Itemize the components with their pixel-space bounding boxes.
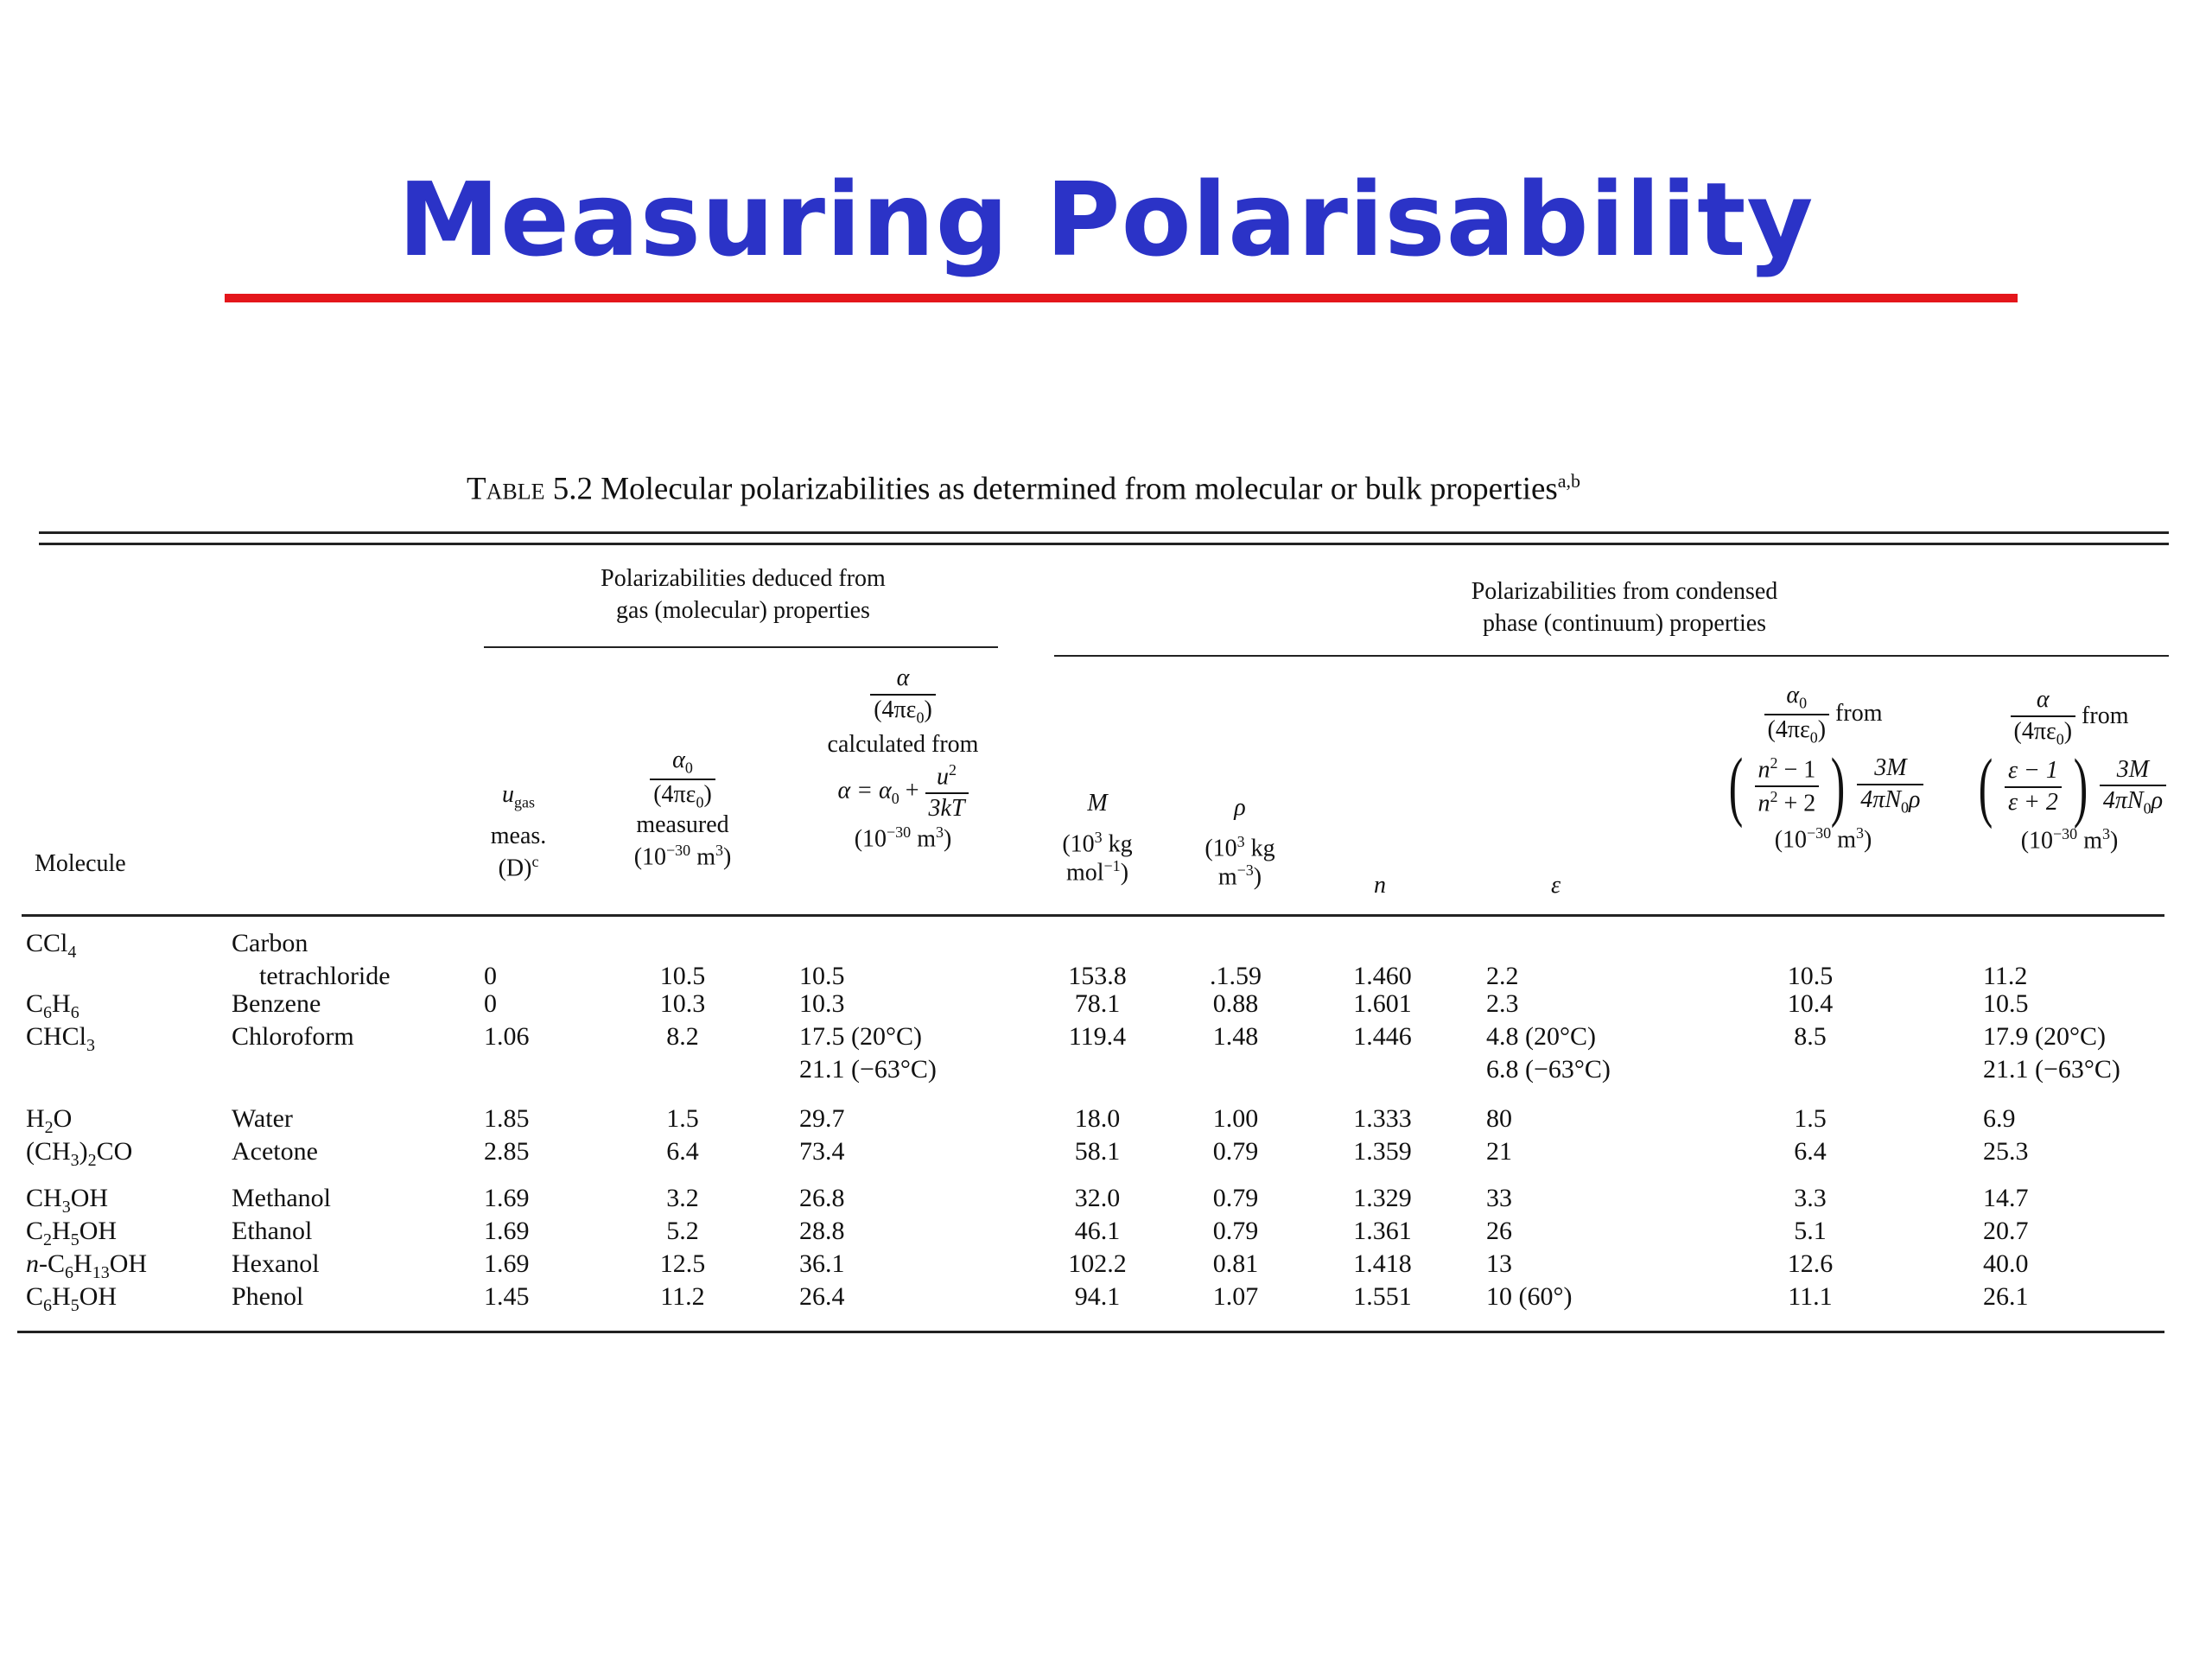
cell-M: 78.1	[1074, 989, 1121, 1018]
cell-a0n: 10.5	[1787, 962, 1834, 990]
alpha0n-unit-close: )	[1863, 826, 1872, 854]
cell-a0n: 6.4	[1794, 1137, 1827, 1166]
cell-aeps: 6.9	[1983, 1104, 2016, 1133]
alpha0n-fraction	[1764, 683, 1830, 747]
formula-u: u	[937, 763, 950, 791]
table-bottom-rule	[17, 1331, 2164, 1333]
caption-superscript: a,b	[1557, 470, 1581, 492]
cell-aeps: 21.1 (−63°C)	[1983, 1055, 2120, 1084]
group-header-condensed	[1382, 579, 1866, 638]
formula-part: 4	[67, 943, 77, 962]
cell-n: 1.418	[1353, 1249, 1412, 1278]
cell-acalc: 21.1 (−63°C)	[799, 1055, 937, 1084]
cell-n: 1.446	[1353, 1022, 1412, 1051]
cell-eps: 21	[1486, 1137, 1512, 1166]
cell-n: 1.551	[1353, 1282, 1412, 1311]
right-paren-eps: )	[2073, 744, 2088, 830]
header-molecule: Molecule	[35, 850, 126, 877]
M-unit-exp: 3	[1094, 828, 1103, 846]
cell-eps: 33	[1486, 1184, 1512, 1212]
cell-name: Chloroform	[232, 1022, 354, 1051]
cell-name: Phenol	[232, 1282, 304, 1311]
rho-unit-a: (10	[1205, 835, 1237, 862]
cell-name: Water	[232, 1104, 293, 1133]
cell-M: 32.0	[1074, 1184, 1121, 1212]
cell-rho: 0.88	[1212, 989, 1259, 1018]
cell-ugas: 1.69	[484, 1249, 530, 1278]
cm-den: ε + 2	[2007, 789, 2058, 817]
alpha0n-sub: 0	[1799, 694, 1808, 712]
cell-acalc: 17.5 (20°C)	[799, 1022, 922, 1051]
cell-eps: 10 (60°)	[1486, 1282, 1573, 1311]
formula-u-exp: 2	[949, 760, 957, 779]
molar-eps-N-sub: 0	[2143, 799, 2152, 817]
alpha-calc-label: calculated from	[827, 731, 979, 759]
cell-M: 46.1	[1074, 1217, 1121, 1245]
formula-part: 13	[92, 1263, 110, 1282]
rho-unit-close: )	[1253, 863, 1262, 891]
cell-ugas: 1.69	[484, 1217, 530, 1245]
cell-n: 1.361	[1353, 1217, 1412, 1245]
cell-acalc: 26.4	[799, 1282, 845, 1311]
molar-3M: 3M	[1874, 754, 1907, 782]
alphaeps-den-sub: 0	[2056, 730, 2064, 748]
alpha-calc-unit-m3: 3	[935, 823, 944, 841]
ugas-unit: (D)	[498, 855, 532, 882]
cell-name: Acetone	[232, 1137, 318, 1166]
cell-a0n: 3.3	[1794, 1184, 1827, 1212]
cell-M: 94.1	[1074, 1282, 1121, 1311]
formula-part: CHCl	[26, 1022, 87, 1051]
gas-group-rule	[484, 646, 998, 648]
formula-part: OH	[70, 1184, 109, 1212]
alphaeps-unit-m: m	[2077, 827, 2102, 855]
cell-rho: 1.07	[1212, 1282, 1259, 1311]
cell-formula	[26, 1249, 147, 1282]
n-symbol: n	[1374, 872, 1386, 899]
alpha0n-unit-exp: −30	[1807, 823, 1832, 842]
title-underline	[225, 294, 2018, 302]
cell-a0n: 12.6	[1787, 1249, 1834, 1278]
formula-part: 5	[70, 1296, 79, 1315]
cell-ugas: 1.06	[484, 1022, 530, 1051]
alpha0n-from: from	[1835, 699, 1883, 727]
alpha0-unit-close: )	[722, 842, 732, 870]
formula-part: C	[26, 1282, 44, 1311]
group-gas-line-1: Polarizabilities deduced from	[601, 565, 886, 592]
alpha-calc-unit-m: m	[911, 825, 936, 853]
alpha0n-unit-a: (10	[1774, 826, 1808, 854]
molar-N-sub: 0	[1901, 798, 1909, 817]
alpha-symbol: α	[896, 664, 910, 691]
cell-n: 1.359	[1353, 1137, 1412, 1166]
molar-4piN: 4πN	[1860, 785, 1901, 813]
rho-symbol: ρ	[1234, 794, 1246, 821]
alpha0-unit-m3: 3	[715, 841, 723, 859]
table-top-rule	[39, 531, 2169, 534]
ll-n: n	[1758, 755, 1770, 783]
header-rho	[1179, 795, 1300, 891]
cell-formula	[26, 1022, 95, 1055]
rho-unit-m-exp: −3	[1236, 861, 1254, 879]
cell-formula	[26, 989, 79, 1022]
alpha0-den-sub: 0	[696, 793, 704, 811]
cell-a0: 3.2	[666, 1184, 699, 1212]
formula-part: C	[26, 989, 44, 1018]
formula-part: C	[26, 1217, 44, 1245]
cell-ugas: 1.85	[484, 1104, 530, 1133]
cell-a0: 10.5	[659, 962, 706, 990]
formula-part: CCl	[26, 929, 68, 957]
header-n	[1374, 873, 1386, 899]
formula-part: 3	[70, 1151, 79, 1170]
alpha0-unit-m: m	[690, 842, 715, 870]
cell-n: 1.460	[1353, 962, 1412, 990]
formula-plus: +	[899, 777, 925, 804]
formula-part: H	[52, 1217, 71, 1245]
cell-aeps: 40.0	[1983, 1249, 2029, 1278]
M-unit-kg: kg	[1102, 830, 1133, 858]
M-unit-mol-exp: −1	[1103, 856, 1121, 874]
header-M	[1037, 791, 1158, 887]
alpha0n-symbol: α	[1786, 682, 1800, 709]
cm-num: ε − 1	[2007, 757, 2058, 785]
clausius-mossotti-fraction	[2005, 758, 2062, 817]
right-paren: )	[1831, 742, 1846, 829]
cell-rho: .1.59	[1210, 962, 1262, 990]
cell-formula	[26, 1217, 117, 1249]
formula-part: H	[26, 1104, 45, 1133]
alphaeps-unit-a: (10	[2020, 827, 2054, 855]
cell-rho: 1.48	[1212, 1022, 1259, 1051]
cell-eps: 2.2	[1486, 962, 1519, 990]
alpha0-measured-label: measured	[636, 810, 729, 838]
cell-formula	[26, 929, 76, 962]
group-condensed-line-1: Polarizabilities from condensed	[1471, 578, 1778, 605]
cell-a0: 5.2	[666, 1217, 699, 1245]
alphaeps-from: from	[2082, 702, 2129, 730]
cell-acalc: 10.5	[799, 962, 845, 990]
alpha0-unit-a: (10	[633, 842, 667, 870]
cell-eps: 4.8 (20°C)	[1486, 1022, 1596, 1051]
ll-n2-exp: 2	[1770, 787, 1778, 805]
ugas-meas: meas.	[490, 823, 547, 850]
header-alpha0-from-n	[1707, 683, 1940, 854]
alpha-calc-den-close: )	[924, 696, 932, 723]
alpha0-den: (4πε	[653, 781, 696, 809]
formula-part: n-	[26, 1249, 48, 1278]
cell-M: 58.1	[1074, 1137, 1121, 1166]
cell-acalc: 36.1	[799, 1249, 845, 1278]
alphaeps-unit-m3: 3	[2101, 825, 2110, 843]
header-alpha-calculated	[795, 665, 1011, 853]
formula-part: 3	[61, 1198, 71, 1217]
eps-symbol: ε	[1551, 872, 1561, 899]
cell-acalc: 73.4	[799, 1137, 845, 1166]
molar-fraction	[1857, 755, 1923, 817]
cell-a0: 11.2	[660, 1282, 705, 1311]
M-unit-a: (10	[1062, 830, 1095, 858]
M-unit-mol: mol	[1065, 859, 1104, 887]
lorentz-lorenz-fraction	[1755, 755, 1820, 817]
molar-eps-4piN: 4πN	[2102, 787, 2144, 815]
formula-part: H	[52, 1282, 71, 1311]
alpha0-subscript: 0	[684, 759, 693, 777]
formula-part: CH	[26, 1184, 62, 1212]
cell-ugas: 0	[484, 962, 497, 990]
alphaeps-unit-exp: −30	[2053, 825, 2078, 843]
alpha0-den-close: )	[703, 781, 712, 809]
molar-fraction-eps	[2100, 757, 2166, 818]
cell-formula	[26, 1104, 72, 1137]
alpha0n-den-close: )	[1817, 716, 1827, 744]
cell-a0n: 10.4	[1787, 989, 1834, 1018]
cell-rho: 0.79	[1212, 1217, 1259, 1245]
cell-a0n: 11.1	[1788, 1282, 1833, 1311]
cell-rho: 1.00	[1212, 1104, 1259, 1133]
formula-part: OH	[109, 1249, 148, 1278]
formula-part: H	[73, 1249, 92, 1278]
cell-rho: 0.79	[1212, 1137, 1259, 1166]
cell-acalc: 28.8	[799, 1217, 845, 1245]
cell-name: Carbon	[232, 929, 308, 957]
cell-a0n: 5.1	[1794, 1217, 1827, 1245]
ugas-subscript: gas	[514, 793, 535, 811]
cell-ugas: 2.85	[484, 1137, 530, 1166]
table-caption	[467, 471, 1580, 507]
alpha0n-den: (4πε	[1767, 716, 1810, 744]
alpha-calc-fraction	[870, 665, 936, 727]
alphaeps-den-close: )	[2063, 717, 2073, 745]
rho-unit-kg: kg	[1244, 835, 1275, 862]
formula-part: 2	[87, 1151, 97, 1170]
cell-name: Hexanol	[232, 1249, 320, 1278]
formula-part: )	[79, 1137, 88, 1166]
cell-ugas: 1.69	[484, 1184, 530, 1212]
molar-eps-3M: 3M	[2116, 755, 2150, 783]
cell-name: Benzene	[232, 989, 321, 1018]
molar-eps-rho: ρ	[2151, 787, 2164, 815]
cell-a0: 1.5	[666, 1104, 699, 1133]
molar-rho: ρ	[1909, 785, 1921, 813]
alpha0n-den-sub: 0	[1809, 728, 1818, 747]
formula-part: 6	[65, 1263, 74, 1282]
alpha-calc-unit-a: (10	[854, 825, 887, 853]
cell-formula	[26, 1137, 132, 1170]
cell-name: Ethanol	[232, 1217, 313, 1245]
formula-part: 6	[70, 1003, 79, 1022]
alpha0n-unit-m3: 3	[1855, 823, 1864, 842]
ll-n-exp: 2	[1770, 753, 1778, 772]
alpha0-unit-exp: −30	[666, 841, 691, 859]
cell-a0: 10.3	[659, 989, 706, 1018]
ugas-footnote: c	[531, 853, 539, 871]
condensed-group-rule	[1054, 655, 2169, 657]
formula-part: C	[48, 1249, 66, 1278]
cell-M: 119.4	[1068, 1022, 1127, 1051]
cell-acalc: 26.8	[799, 1184, 845, 1212]
cell-aeps: 14.7	[1983, 1184, 2029, 1212]
left-paren-eps: (	[1978, 744, 1993, 830]
header-ugas	[471, 782, 566, 882]
alpha0n-unit-m: m	[1831, 826, 1856, 854]
cell-aeps: 20.7	[1983, 1217, 2029, 1245]
cell-aeps: 10.5	[1983, 989, 2029, 1018]
alpha-calc-den: (4πε	[874, 696, 917, 723]
ll-plus: + 2	[1777, 790, 1816, 817]
cell-a0: 6.4	[666, 1137, 699, 1166]
cell-eps: 80	[1486, 1104, 1512, 1133]
cell-eps: 6.8 (−63°C)	[1486, 1055, 1611, 1084]
cell-a0: 8.2	[666, 1022, 699, 1051]
alphaeps-den: (4πε	[2013, 717, 2056, 745]
cell-n: 1.333	[1353, 1104, 1412, 1133]
M-symbol: M	[1087, 790, 1108, 817]
alphaeps-unit-close: )	[2109, 827, 2119, 855]
formula-part: OH	[79, 1282, 118, 1311]
cell-formula	[26, 1282, 117, 1315]
cell-M: 153.8	[1068, 962, 1127, 990]
table-top-rule-2	[39, 543, 2169, 545]
cell-rho: 0.79	[1212, 1184, 1259, 1212]
cell-ugas: 0	[484, 989, 497, 1018]
formula-part: H	[52, 989, 71, 1018]
alpha-calc-unit-close: )	[943, 825, 952, 853]
alpha-calc-den-sub: 0	[916, 709, 925, 727]
rho-unit-m: m	[1217, 863, 1237, 891]
cell-name: Methanol	[232, 1184, 331, 1212]
header-eps	[1551, 873, 1560, 899]
cell-M: 18.0	[1074, 1104, 1121, 1133]
header-bottom-rule	[22, 914, 2164, 917]
rho-unit-exp: 3	[1236, 832, 1245, 850]
cell-aeps: 17.9 (20°C)	[1983, 1022, 2106, 1051]
header-alpha0-measured	[605, 747, 760, 871]
M-unit-close: )	[1120, 859, 1129, 887]
formula-part: OH	[79, 1217, 118, 1245]
formula-part: 5	[70, 1230, 79, 1249]
alphaeps-symbol: α	[2036, 686, 2050, 713]
cell-a0: 12.5	[659, 1249, 706, 1278]
cell-rho: 0.81	[1212, 1249, 1259, 1278]
cell-acalc: 10.3	[799, 989, 845, 1018]
cell-aeps: 25.3	[1983, 1137, 2029, 1166]
formula-part: 2	[43, 1230, 53, 1249]
formula-3kT: 3kT	[928, 795, 965, 823]
cell-name: tetrachloride	[259, 962, 391, 990]
caption-label: Table 5.2	[467, 471, 593, 507]
slide-title: Measuring Polarisability	[397, 160, 1815, 279]
group-gas-line-2: gas (molecular) properties	[616, 596, 870, 624]
caption-text: Molecular polarizabilities as determined from molecular or bulk properties	[601, 471, 1558, 507]
ll-minus: − 1	[1777, 755, 1816, 783]
cell-eps: 13	[1486, 1249, 1512, 1278]
ugas-symbol: u	[502, 781, 514, 808]
alpha-calc-unit-exp: −30	[887, 823, 912, 841]
cell-M: 102.2	[1068, 1249, 1127, 1278]
formula-fraction	[925, 762, 969, 823]
formula-part: 6	[43, 1296, 53, 1315]
header-alpha-from-eps	[1961, 687, 2177, 855]
formula-part: (CH	[26, 1137, 71, 1166]
formula-part: CO	[96, 1137, 133, 1166]
alphaeps-fraction	[2011, 687, 2076, 748]
cell-acalc: 29.7	[799, 1104, 845, 1133]
cell-aeps: 26.1	[1983, 1282, 2029, 1311]
cell-n: 1.601	[1353, 989, 1412, 1018]
cell-n: 1.329	[1353, 1184, 1412, 1212]
formula-part: O	[53, 1104, 73, 1133]
cell-eps: 2.3	[1486, 989, 1519, 1018]
formula-sub: 0	[891, 789, 899, 807]
group-condensed-line-2: phase (continuum) properties	[1482, 609, 1767, 637]
formula-lhs: α = α	[837, 777, 892, 804]
alpha0-fraction	[650, 747, 715, 812]
cell-a0n: 1.5	[1794, 1104, 1827, 1133]
cell-a0n: 8.5	[1794, 1022, 1827, 1051]
cell-eps: 26	[1486, 1217, 1512, 1245]
cell-ugas: 1.45	[484, 1282, 530, 1311]
left-paren: (	[1728, 742, 1743, 829]
cell-formula	[26, 1184, 108, 1217]
alpha0-symbol: α	[672, 747, 685, 773]
formula-part: 3	[86, 1036, 96, 1055]
formula-part: 6	[43, 1003, 53, 1022]
group-header-gas	[518, 566, 968, 625]
ll-n2: n	[1758, 790, 1770, 817]
cell-aeps: 11.2	[1983, 962, 2028, 990]
formula-part: 2	[44, 1118, 54, 1137]
